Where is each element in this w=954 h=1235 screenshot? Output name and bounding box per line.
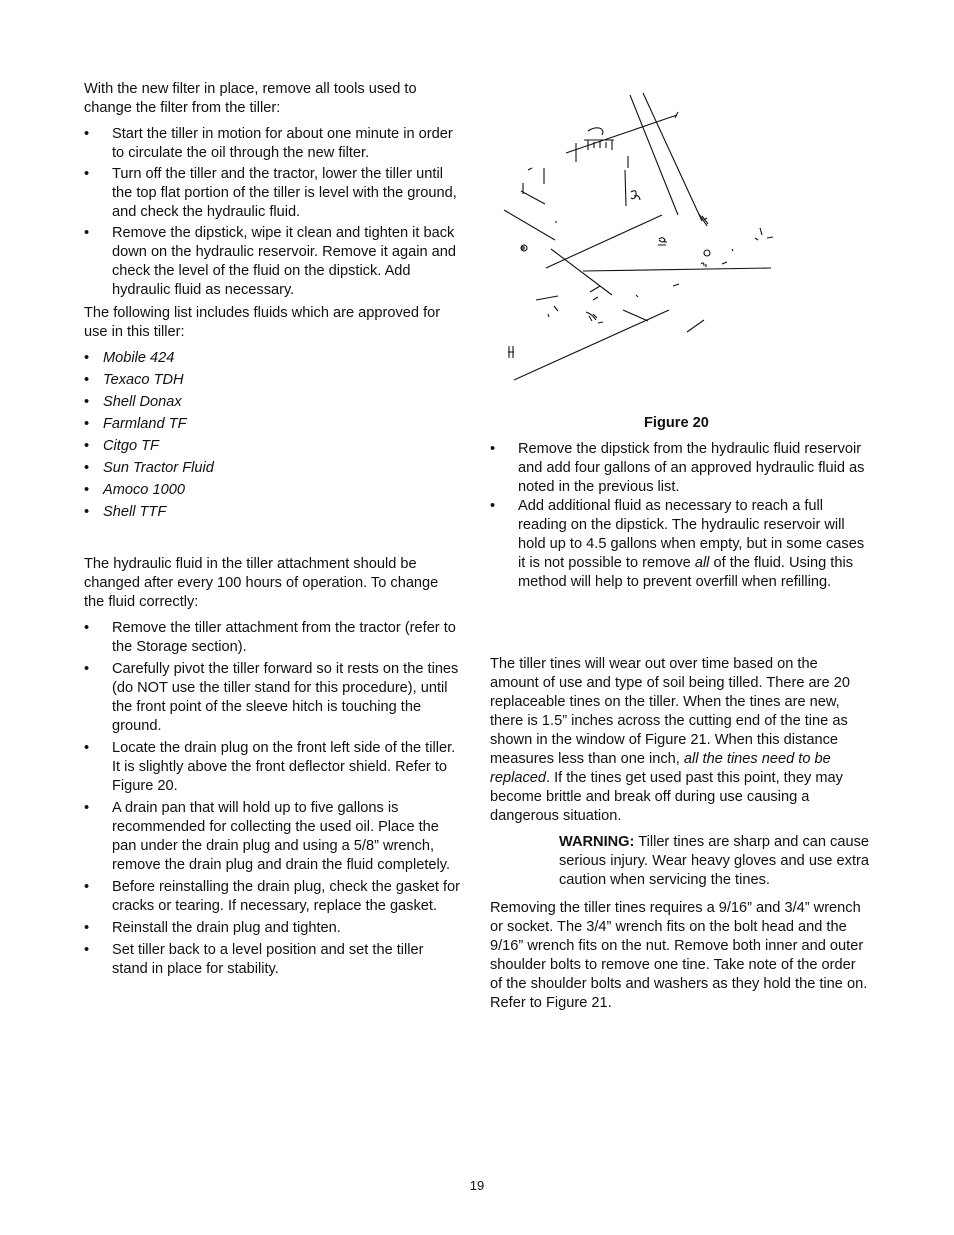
emphasis-text: all [694, 555, 710, 571]
intro-paragraph: With the new filter in place, remove all tools used to change the filter from the tiller: [84, 81, 417, 116]
tines-paragraph [490, 655, 870, 826]
fluid-item: • Farmland TF [84, 415, 462, 437]
refill-steps-list [490, 440, 870, 592]
tines-text: The tiller tines will wear out over time based on the amount of use and type of soil being tilled. There are 20 replaceable tines on the tiller. When the tines are new, there is 1.5” inches across the cutting end of the tine as shown in the window of Figure 21. When this distance measures less than one inch, [490, 656, 850, 767]
fluid-change-intro-paragraph: The hydraulic fluid in the tiller attachment should be changed after every 100 hours of operation. To change the fluid correctly: [84, 556, 439, 610]
list-item: • Turn off the tiller and the tractor, lower the tiller until the top flat portion of the tiller is level with the ground, and check the hydraulic fluid. [84, 165, 462, 222]
fluid-item: • Mobile 424 [84, 349, 462, 371]
tiller-drain-plug-illustration [490, 88, 790, 388]
list-item: • Remove the dipstick from the hydraulic fluid reservoir and add four gallons of an approved hydraulic fluid as noted in the previous list. [490, 440, 870, 497]
list-item: • Start the tiller in motion for about one minute in order to circulate the oil through the new filter. [84, 125, 462, 163]
warning-text: Tiller tines are sharp and can cause serious injury. Wear heavy gloves and use extra caution when servicing the tines. [559, 834, 869, 888]
fluid-item: • Amoco 1000 [84, 481, 462, 503]
warning-label: WARNING: [559, 834, 635, 850]
fluid-item: • Shell Donax [84, 393, 462, 415]
list-item: • Remove the tiller attachment from the tractor (refer to the Storage section). [84, 619, 462, 657]
page-number: 19 [469, 1178, 485, 1193]
list-item: • Locate the drain plug on the front left side of the tiller. It is slightly above the front deflector shield. Refer to Figure 20. [84, 739, 462, 796]
refill-text: Add additional fluid as necessary to reach a full reading on the dipstick. The hydraulic reservoir will hold up to 4.5 gallons when empty, but in some cases it is not possible to remove [518, 498, 865, 571]
fluid-item: • Shell TTF [84, 503, 462, 525]
steps-after-filter-list [84, 125, 462, 300]
list-item [490, 497, 870, 592]
list-item: • Before reinstalling the drain plug, check the gasket for cracks or tearing. If necessary, replace the gasket. [84, 878, 462, 916]
refill-text: of the fluid. Using this method will help to prevent overfill when refilling. [518, 555, 854, 590]
list-item: • Carefully pivot the tiller forward so it rests on the tines (do NOT use the tiller stand for this procedure), until the front point of the sleeve hitch is touching the ground. [84, 660, 462, 736]
fluid-item: • Sun Tractor Fluid [84, 459, 462, 481]
list-item: • A drain pan that will hold up to five gallons is recommended for collecting the used oil. Place the pan under the drain plug and using a 5/8” wrench, remove the drain plug and drain the fluid completely. [84, 799, 462, 875]
fluids-intro-paragraph: The following list includes fluids which are approved for use in this tiller: [84, 305, 441, 340]
figure-caption: Figure 20 [644, 415, 709, 431]
warning-notice [559, 833, 869, 890]
list-item: • Reinstall the drain plug and tighten. [84, 919, 462, 938]
list-item: • Remove the dipstick, wipe it clean and tighten it back down on the hydraulic reservoir. Remove it again and check the level of the fluid on the dipstick. Add hydraulic fluid as necessary. [84, 224, 462, 300]
fluid-change-steps-list [84, 619, 462, 979]
fluid-item: • Texaco TDH [84, 371, 462, 393]
removing-tines-paragraph: Removing the tiller tines requires a 9/16” and 3/4” wrench or socket. The 3/4” wrench fits on the bolt head and the 9/16” wrench fits on the nut. Remove both inner and outer shoulder bolts to remove one tine. Take note of the order of the shoulder bolts and washers as they hold the tine on. Refer to Figure 21. [490, 900, 868, 1011]
tines-text: . If the tines get used past this point, they may become brittle and break off during use causing a dangerous situation. [490, 770, 843, 824]
emphasis-text: all the tines need to be replaced [490, 751, 831, 786]
fluid-item: • Citgo TF [84, 437, 462, 459]
approved-fluids-list [84, 349, 462, 525]
list-item: • Set tiller back to a level position and set the tiller stand in place for stability. [84, 941, 462, 979]
